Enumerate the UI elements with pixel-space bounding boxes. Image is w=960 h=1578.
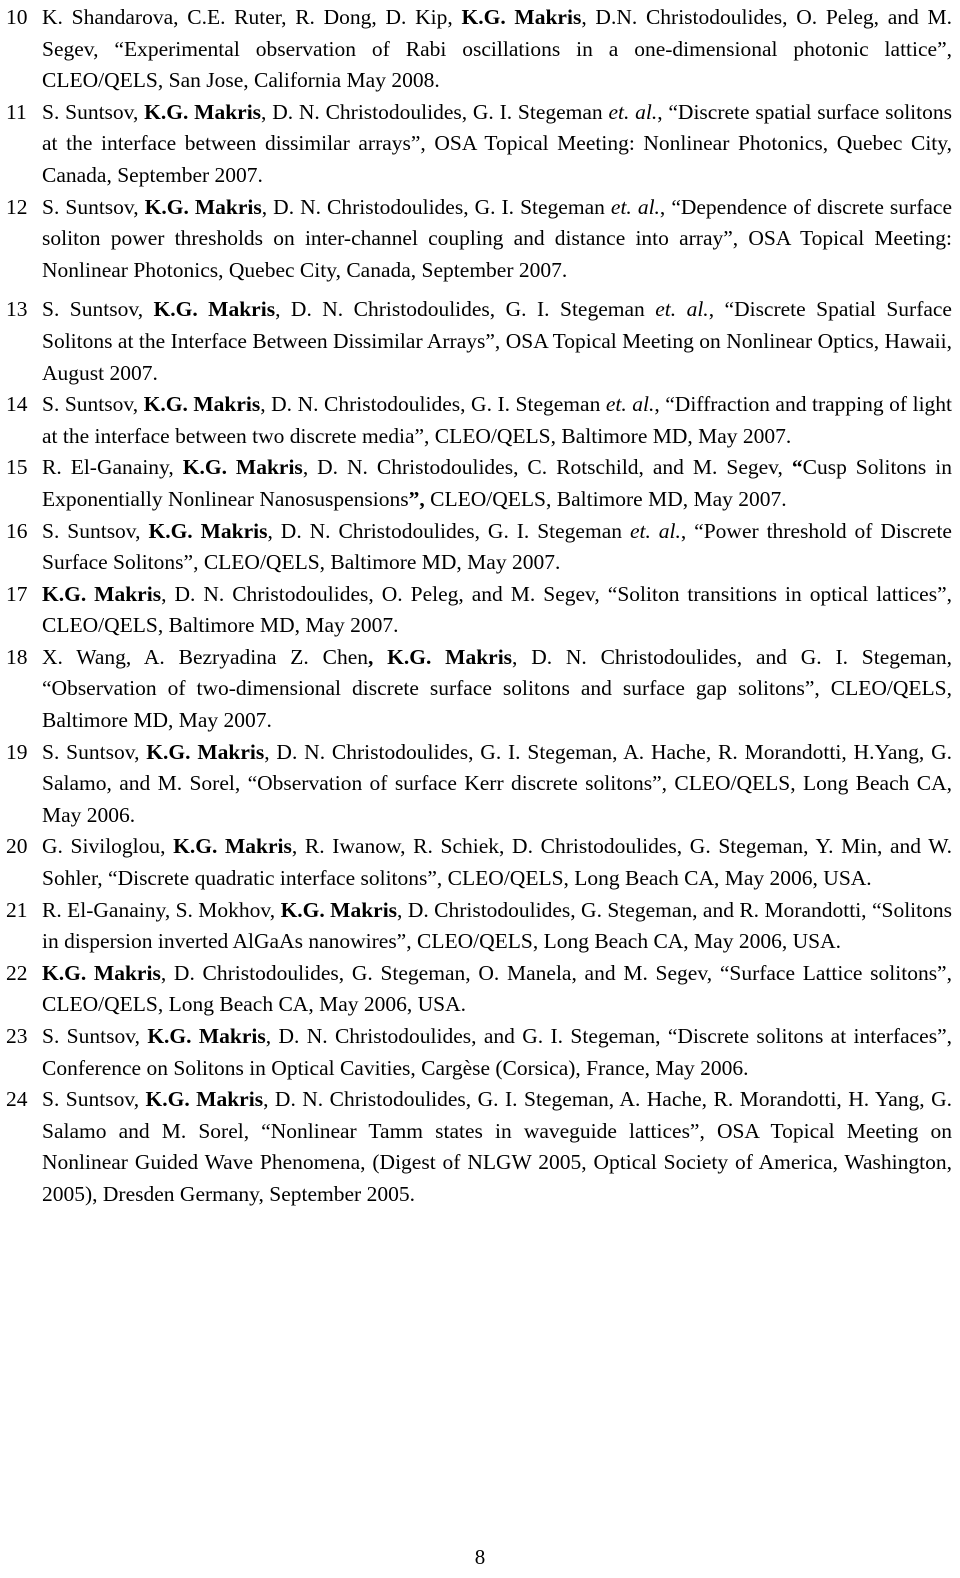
reference-item	[6, 97, 952, 192]
reference-text: , D. N. Christodoulides, C. Rotschild, and M. Segev,	[302, 455, 792, 480]
author-highlight: K.G. Makris	[173, 834, 292, 859]
reference-text: , D. N. Christodoulides, and G. I. Stegeman, “Observation of two-dimensional discrete surface solitons and surface gap solitons”, CLEO/QELS, Baltimore MD, May 2007.	[42, 644, 952, 733]
reference-text: , D. N. Christodoulides, O. Peleg, and M. Segev, “Soliton transitions in optical lattices”, CLEO/QELS, Baltimore MD, May 2007.	[42, 581, 952, 638]
author-highlight: K.G. Makris	[42, 960, 161, 985]
reference-item	[6, 2, 952, 97]
author-highlight: K.G. Makris	[461, 5, 582, 29]
reference-number: 16	[6, 518, 28, 543]
reference-text: , D. N. Christodoulides, G. I. Stegeman	[260, 392, 606, 417]
reference-item	[6, 642, 952, 737]
reference-text: S. Suntsov,	[42, 518, 149, 543]
reference-text: X. Wang, A. Bezryadina Z. Chen	[42, 644, 368, 669]
reference-text: Cusp Solitons in Exponentially Nonlinear Nanosuspensions	[42, 455, 952, 511]
reference-item	[6, 192, 952, 287]
et-al-text: et. al.	[655, 297, 709, 322]
reference-text: CLEO/QELS, Baltimore MD, May 2007.	[424, 486, 787, 511]
reference-number: 15	[6, 455, 28, 480]
reference-item	[6, 958, 952, 1021]
reference-text: S. Suntsov,	[42, 297, 154, 322]
reference-item	[6, 831, 952, 894]
reference-number: 17	[6, 581, 28, 606]
author-highlight: , K.G. Makris	[367, 644, 513, 669]
author-highlight: K.G. Makris	[42, 581, 162, 606]
reference-item	[6, 1084, 952, 1210]
reference-text: , R. Iwanow, R. Schiek, D. Christodoulides, G. Stegeman, Y. Min, and W. Sohler, “Discrete quadratic interface solitons”, CLEO/QELS, Long Beach CA, May 2006, USA.	[42, 834, 952, 891]
reference-number: 19	[6, 739, 28, 764]
reference-text: , “Diffraction and trapping of light at the interface between two discrete media”, CLEO/QELS, Baltimore MD, May 2007.	[42, 392, 953, 448]
author-highlight: K.G. Makris	[147, 1024, 266, 1048]
reference-text: , D. Christodoulides, G. Stegeman, O. Manela, and M. Segev, “Surface Lattice solitons”, CLEO/QELS, Long Beach CA, May 2006, USA.	[42, 960, 952, 1017]
reference-number: 20	[6, 834, 28, 859]
reference-text: , D.N. Christodoulides, O. Peleg, and M. Segev, “Experimental observation of Rabi oscillations in a one-dimensional photonic lattice”, CLEO/QELS, San Jose, California May 2008.	[42, 5, 952, 93]
reference-item	[6, 516, 952, 579]
author-highlight: K.G. Makris	[182, 455, 303, 480]
et-al-text: et. al.	[605, 392, 655, 417]
reference-text: S. Suntsov,	[42, 739, 147, 764]
reference-number: 21	[6, 897, 28, 922]
reference-text: , “Dependence of discrete surface soliton power thresholds on inter-channel coupling and distance into array”, OSA Topical Meeting: Nonlinear Photonics, Quebec City, Canada, September 2007.	[42, 194, 953, 282]
reference-number: 14	[6, 392, 28, 417]
reference-text: , D. N. Christodoulides, G. I. Stegeman	[267, 518, 630, 543]
reference-text: , “Discrete spatial surface solitons at the interface between dissimilar arrays”, OSA Topical Meeting: Nonlinear Photonics, Quebec City, Canada, September 2007.	[42, 99, 952, 187]
author-highlight: K.G. Makris	[153, 297, 276, 322]
reference-text: G. Siviloglou,	[42, 834, 174, 859]
reference-text: S. Suntsov,	[42, 194, 145, 219]
et-al-text: et. al.	[610, 194, 660, 219]
reference-number: 11	[6, 99, 27, 124]
author-highlight: K.G. Makris	[280, 897, 398, 922]
reference-item	[6, 895, 952, 958]
reference-list	[6, 2, 952, 1211]
reference-number: 10	[6, 5, 28, 29]
reference-text: , D. Christodoulides, G. Stegeman, and R. Morandotti, “Solitons in dispersion inverted AlGaAs nanowires”, CLEO/QELS, Long Beach CA, May 2006, USA.	[42, 897, 952, 954]
reference-text: S. Suntsov,	[42, 1024, 148, 1048]
reference-text: , D. N. Christodoulides, G. I. Stegeman	[261, 194, 611, 219]
reference-text: , D. N. Christodoulides, G. I. Stegeman, A. Hache, R. Morandotti, H. Yang, G. Salamo and M. Sorel, “Nonlinear Tamm states in waveguide lattices”, OSA Topical Meeting on Nonlinear Guided Wave Phenomena, (Digest of NLGW 2005, Optical Society of America, Washington, 2005), Dresden Germany, September 2005.	[42, 1087, 952, 1206]
author-highlight: K.G. Makris	[148, 518, 268, 543]
et-al-text: et. al.	[608, 99, 658, 124]
reference-text: S. Suntsov,	[42, 99, 145, 124]
reference-text: S. Suntsov,	[42, 1087, 146, 1112]
reference-item	[6, 1021, 952, 1084]
reference-text: , “Power threshold of Discrete Surface Solitons”, CLEO/QELS, Baltimore MD, May 2007.	[42, 518, 952, 575]
author-highlight: K.G. Makris	[144, 194, 262, 219]
reference-number: 18	[6, 644, 28, 669]
author-highlight: K.G. Makris	[143, 392, 261, 417]
reference-text: R. El-Ganainy,	[42, 455, 183, 480]
author-highlight: ”,	[408, 486, 425, 511]
reference-item	[6, 452, 952, 515]
reference-item	[6, 294, 952, 389]
reference-text: , D. N. Christodoulides, G. I. Stegeman, A. Hache, R. Morandotti, H.Yang, G. Salamo, and M. Sorel, “Observation of surface Kerr discrete solitons”, CLEO/QELS, Long Beach CA, May 2006.	[42, 739, 952, 827]
reference-text: , D. N. Christodoulides, G. I. Stegeman	[261, 99, 609, 124]
reference-text: R. El-Ganainy, S. Mokhov,	[42, 897, 281, 922]
page-number: 8	[474, 1545, 486, 1569]
reference-text: K. Shandarova, C.E. Ruter, R. Dong, D. Kip,	[42, 5, 462, 29]
reference-text: S. Suntsov,	[42, 392, 144, 417]
reference-item	[6, 389, 952, 452]
reference-number: 13	[6, 297, 28, 322]
author-highlight: K.G. Makris	[144, 99, 262, 124]
author-highlight: “	[791, 455, 803, 480]
et-al-text: et. al.	[629, 518, 681, 543]
reference-number: 24	[6, 1087, 28, 1112]
reference-item	[6, 737, 952, 832]
reference-item	[6, 579, 952, 642]
reference-text: , D. N. Christodoulides, G. I. Stegeman	[275, 297, 656, 322]
reference-number: 12	[6, 194, 28, 219]
reference-number: 23	[6, 1024, 28, 1048]
reference-number: 22	[6, 960, 28, 985]
author-highlight: K.G. Makris	[146, 739, 265, 764]
reference-text: , D. N. Christodoulides, and G. I. Stegeman, “Discrete solitons at interfaces”, Conference on Solitons in Optical Cavities, Cargèse (Corsica), France, May 2006.	[42, 1024, 952, 1080]
author-highlight: K.G. Makris	[145, 1087, 264, 1112]
reference-text: , “Discrete Spatial Surface Solitons at the Interface Between Dissimilar Arrays”, OSA Topical Meeting on Nonlinear Optics, Hawaii, August 2007.	[42, 297, 952, 385]
